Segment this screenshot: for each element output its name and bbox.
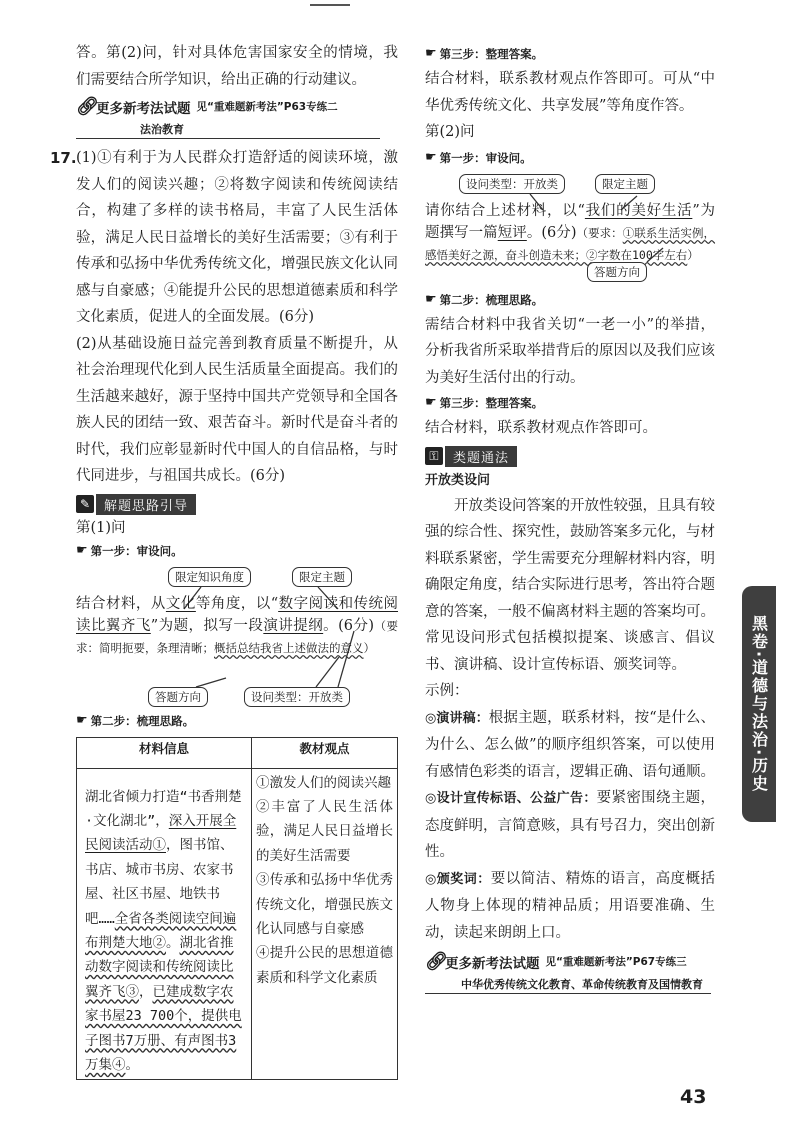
side-tab: 黑卷·道德与法治·历史	[742, 586, 776, 822]
right-column	[425, 42, 715, 1000]
method-heading: 开放类设问	[425, 472, 491, 488]
material-table	[76, 737, 398, 1081]
step-2-q2	[425, 288, 715, 312]
prompt-1-text: 结合材料，从文化等角度，以“数字阅读和传统阅读比翼齐飞”为题，拟写一段演讲提纲。(6分)（要求：简明扼要，条理清晰；概括总结我省上述做法的意义）	[76, 595, 399, 655]
method-text: 开放类设问答案的开放性较强，且具有较强的综合性、探究性，鼓励答案多元化，与材料联系紧密，学生需要充分理解材料内容，明确限定角度，结合实际进行思考，答出符合题意的答案，一般不偏离材料主题的答案均可。常见设问形式包括模拟提案、谈感言、倡议书、演讲稿、设计宣传标语、颁奖词等。	[425, 497, 715, 673]
step3b-text: 结合材料，联系教材观点作答即可。	[425, 420, 657, 436]
pointing-hand-icon: ☛	[76, 542, 88, 558]
link-icon: 🔗︎	[425, 951, 448, 972]
more-tests-link-1[interactable]	[76, 97, 398, 117]
step3-text: 结合材料，联系教材观点作答即可。可从“中华优秀传统文化、共享发展”等角度作答。	[425, 71, 715, 114]
anno-answer-direction: 答题方向	[587, 262, 647, 282]
examples-label: 示例：	[425, 683, 469, 699]
pointing-hand-icon: ☛	[76, 712, 88, 728]
method-badge-label: 类题通法	[445, 446, 517, 467]
view-item: ①激发人们的阅读兴趣	[256, 774, 391, 791]
q1-label: 第(1)问	[76, 519, 126, 536]
more-tests-ref: 见“重难题新考法”P63专练二	[196, 101, 338, 113]
step-label: 第三步：整理答案。	[439, 396, 544, 410]
pointing-hand-icon: ☛	[425, 46, 437, 61]
top-rule	[310, 4, 350, 6]
step-label: 第一步：审设问。	[90, 543, 183, 558]
anno-question-type: 设问类型：开放类	[459, 174, 565, 194]
q17-answer-1: (1)①有利于为人民群众打造舒适的阅读环境，激发人们的阅读兴趣；②将数字阅读和传统阅读结合，构建了多样的读书格局，丰富了人民生活体验，满足人民日益增长的美好生活需要；③有利于传承和弘扬中华优秀传统文化，增强民族文化认同感与自豪感；④能提升公民的思想道德素质和科学文化素质，促进人的全面发展。(6分)	[76, 150, 398, 325]
more-tests-sub: 法治教育	[76, 121, 380, 139]
view-item: ④提升公民的思想道德素质和科学文化素质	[256, 945, 393, 986]
more-tests-ref: 见“重难题新考法”P67专练三	[545, 956, 687, 968]
table-row	[77, 768, 398, 1080]
more-tests-link-2[interactable]	[425, 952, 715, 972]
anno-theme: 限定主题	[292, 567, 352, 587]
step-label: 第三步：整理答案。	[439, 47, 544, 61]
step-2	[76, 709, 194, 733]
prompt-2-text: 请你结合上述材料，以“我们的美好生活”为题撰写一篇短评。(6分)（要求：①联系生活实例，感悟美好之源，奋斗创造未来；②字数在100字左右）	[425, 202, 716, 262]
anno-theme: 限定主题	[595, 174, 655, 194]
anno-question-type: 设问类型：开放类	[244, 687, 350, 707]
annotated-prompt-2	[425, 170, 715, 288]
question-number: 17.	[50, 149, 77, 167]
question-17	[50, 145, 398, 331]
method-badge	[425, 446, 517, 467]
annotated-prompt-1	[76, 563, 398, 733]
intro-text: 答。第(2)问，针对具体危害国家安全的情境，我们需要结合所学知识，给出正确的行动建议。	[76, 45, 398, 88]
example-award: ◎颁奖词：要以简洁、精炼的语言，高度概括人物身上体现的精神品质；用语要准确、生动，读起来朗朗上口。	[425, 870, 716, 941]
guide-badge	[76, 494, 196, 515]
edit-icon: ✎	[76, 495, 94, 513]
view-item: ③传承和弘扬中华优秀传统文化，增强民族文化认同感与自豪感	[256, 872, 393, 937]
pointing-hand-icon: ☛	[425, 291, 437, 307]
step-1-q2	[425, 146, 715, 170]
page-number: 43	[680, 1086, 707, 1108]
textbook-views-cell	[252, 768, 398, 1080]
guide-badge-label: 解题思路引导	[96, 494, 196, 515]
link-icon: 🔗︎	[76, 96, 99, 117]
step-1	[76, 539, 398, 563]
example-slogan: ◎设计宣传标语、公益广告：要紧密围绕主题，态度鲜明，言简意赅，具有号召力，突出创新性。	[425, 790, 716, 860]
pointing-hand-icon: ☛	[425, 395, 437, 410]
step2-text: 需结合材料中我省关切“一老一小”的举措，分析我省所采取举措背后的原因以及我们应该为美好生活付出的行动。	[425, 316, 715, 386]
left-column	[50, 40, 399, 1080]
step-label: 第二步：梳理思路。	[439, 292, 544, 307]
more-tests-sub: 中华优秀传统文化教育、革命传统教育及国情教育	[425, 976, 711, 994]
anno-knowledge-angle: 限定知识角度	[168, 567, 251, 587]
more-tests-title: 更多新考法试题	[445, 956, 540, 972]
step-label: 第一步：审设问。	[439, 150, 532, 165]
q2-label: 第(2)问	[425, 124, 475, 140]
table-header-material: 材料信息	[77, 737, 252, 768]
step-label: 第二步：梳理思路。	[90, 713, 195, 728]
more-tests-title: 更多新考法试题	[96, 101, 191, 117]
example-speech: ◎演讲稿：根据主题，联系材料，按“是什么、为什么、怎么做”的顺序组织答案，可以使用有感情色彩类的语言，逻辑正确、语句通顺。	[425, 709, 715, 780]
table-header-views: 教材观点	[252, 737, 398, 768]
material-info-cell: 湖北省倾力打造“书香荆楚·文化湖北”，深入开展全民阅读活动①，图书馆、书店、城市书房、农家书屋、社区书屋、地铁书吧……全省各类阅读空间遍布荆楚大地②。湖北省推动数字阅读和传统阅读比翼齐飞③，已建成数字农家书屋23 700个，提供电子图书7万册、有声图书3万集④。	[77, 768, 252, 1080]
q17-answer-2: (2)从基础设施日益完善到教育质量不断提升，从社会治理现代化到人民生活质量全面提高。我们的生活越来越好，源于坚持中国共产党领导和全国各族人民的团结一致、艰苦奋斗。新时代是奋斗者的时代，我们应彰显新时代中国人的自信品格，与时代同进步，与祖国共成长。(6分)	[76, 335, 398, 484]
view-item: ②丰富了人民生活体验，满足人民日益增长的美好生活需要	[256, 798, 393, 864]
key-icon: ⚿	[425, 447, 443, 465]
anno-answer-direction: 答题方向	[148, 687, 208, 707]
step-3-q2	[425, 391, 715, 415]
pointing-hand-icon: ☛	[425, 149, 437, 165]
step-3	[425, 42, 715, 66]
